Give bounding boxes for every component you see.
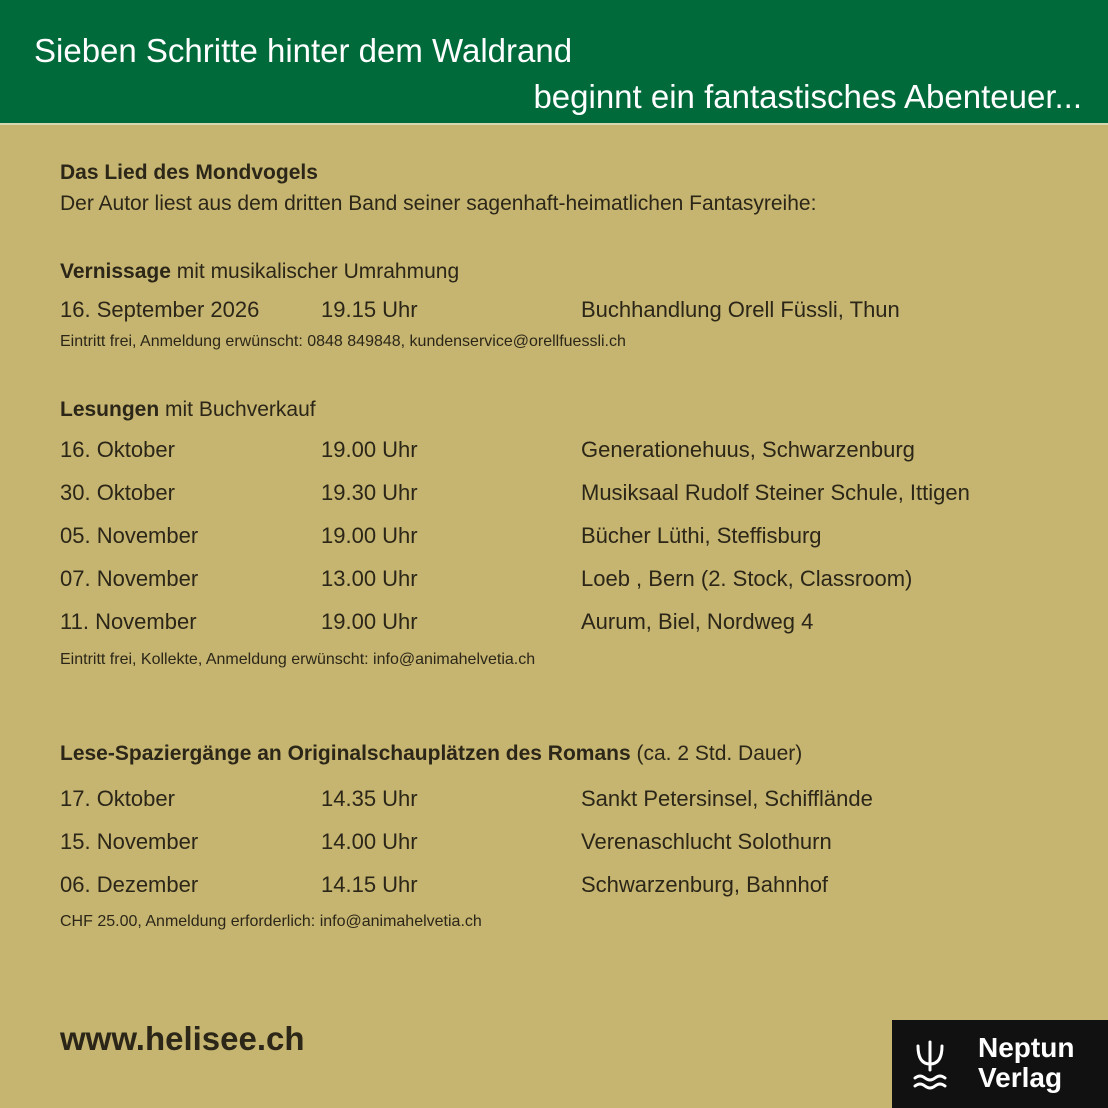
lesungen-heading-bold: Lesungen [60,398,160,421]
event-time: 19.00 Uhr [321,437,418,462]
event-place: Sankt Petersinsel, Schifflände [581,786,873,811]
lesungen-heading-rest: mit Buchverkauf [159,398,316,421]
vernissage-heading [60,260,459,284]
event-row [60,480,1060,510]
vernissage-note: Eintritt frei, Anmeldung erwünscht: 0848 849848, kundenservice@orellfuessli.ch [60,333,626,350]
event-time: 19.30 Uhr [321,480,418,505]
event-time: 19.00 Uhr [321,523,418,548]
header-banner [0,0,1108,125]
event-date: 07. November [60,566,199,591]
vernissage-heading-rest: mit musikalischer Umrahmung [170,260,460,283]
event-date: 06. Dezember [60,872,199,897]
website-link[interactable]: www.helisee.ch [60,1020,305,1057]
event-place: Loeb , Bern (2. Stock, Classroom) [581,566,913,591]
intro-text: Der Autor liest aus dem dritten Band seiner sagenhaft-heimatlichen Fantasyreihe: [60,192,817,215]
event-place: Verenaschlucht Solothurn [581,829,832,854]
event-time: 14.15 Uhr [321,872,418,897]
event-place: Generationehuus, Schwarzenburg [581,437,915,462]
event-row [60,437,1060,467]
publisher-name-line-2: Verlag [978,1062,1063,1093]
spaziergaenge-heading [60,742,802,766]
spaziergaenge-note: CHF 25.00, Anmeldung erforderlich: info@animahelvetia.ch [60,913,482,930]
event-time: 19.15 Uhr [321,297,418,322]
lesungen-note: Eintritt frei, Kollekte, Anmeldung erwünscht: info@animahelvetia.ch [60,651,536,668]
event-row [60,566,1060,596]
event-row [60,523,1060,553]
event-time: 14.35 Uhr [321,786,418,811]
event-date: 15. November [60,829,199,854]
publisher-name [978,1033,1074,1093]
event-date: 05. November [60,523,199,548]
publisher-name-line-1: Neptun [978,1032,1075,1063]
event-row [60,829,1060,859]
header-line-2: beginnt ein fantastisches Abenteuer... [533,78,1082,115]
event-place: Aurum, Biel, Nordweg 4 [581,609,814,634]
vernissage-heading-bold: Vernissage [60,260,171,283]
event-time: 19.00 Uhr [321,609,418,634]
event-place: Bücher Lüthi, Steffisburg [581,523,822,548]
event-date: 16. Oktober [60,437,175,462]
trident-waves-icon [912,1038,948,1094]
spaziergaenge-heading-bold: Lese-Spaziergänge an Originalschauplätzen des Romans [60,742,631,765]
event-date: 30. Oktober [60,480,175,505]
event-place: Buchhandlung Orell Füssli, Thun [581,297,900,322]
header-line-1: Sieben Schritte hinter dem Waldrand [34,32,573,69]
publisher-logo [892,1020,1108,1108]
event-place: Schwarzenburg, Bahnhof [581,872,829,897]
event-place: Musiksaal Rudolf Steiner Schule, Ittigen [581,480,970,505]
event-time: 14.00 Uhr [321,829,418,854]
event-row [60,786,1060,816]
spaziergaenge-heading-rest: (ca. 2 Std. Dauer) [630,742,803,765]
book-title: Das Lied des Mondvogels [60,161,318,184]
lesungen-heading [60,398,316,422]
event-date: 16. September 2026 [60,297,260,322]
event-row [60,872,1060,902]
event-time: 13.00 Uhr [321,566,418,591]
event-row [60,297,1060,327]
event-date: 11. November [60,609,197,634]
event-row [60,609,1060,639]
event-date: 17. Oktober [60,786,175,811]
